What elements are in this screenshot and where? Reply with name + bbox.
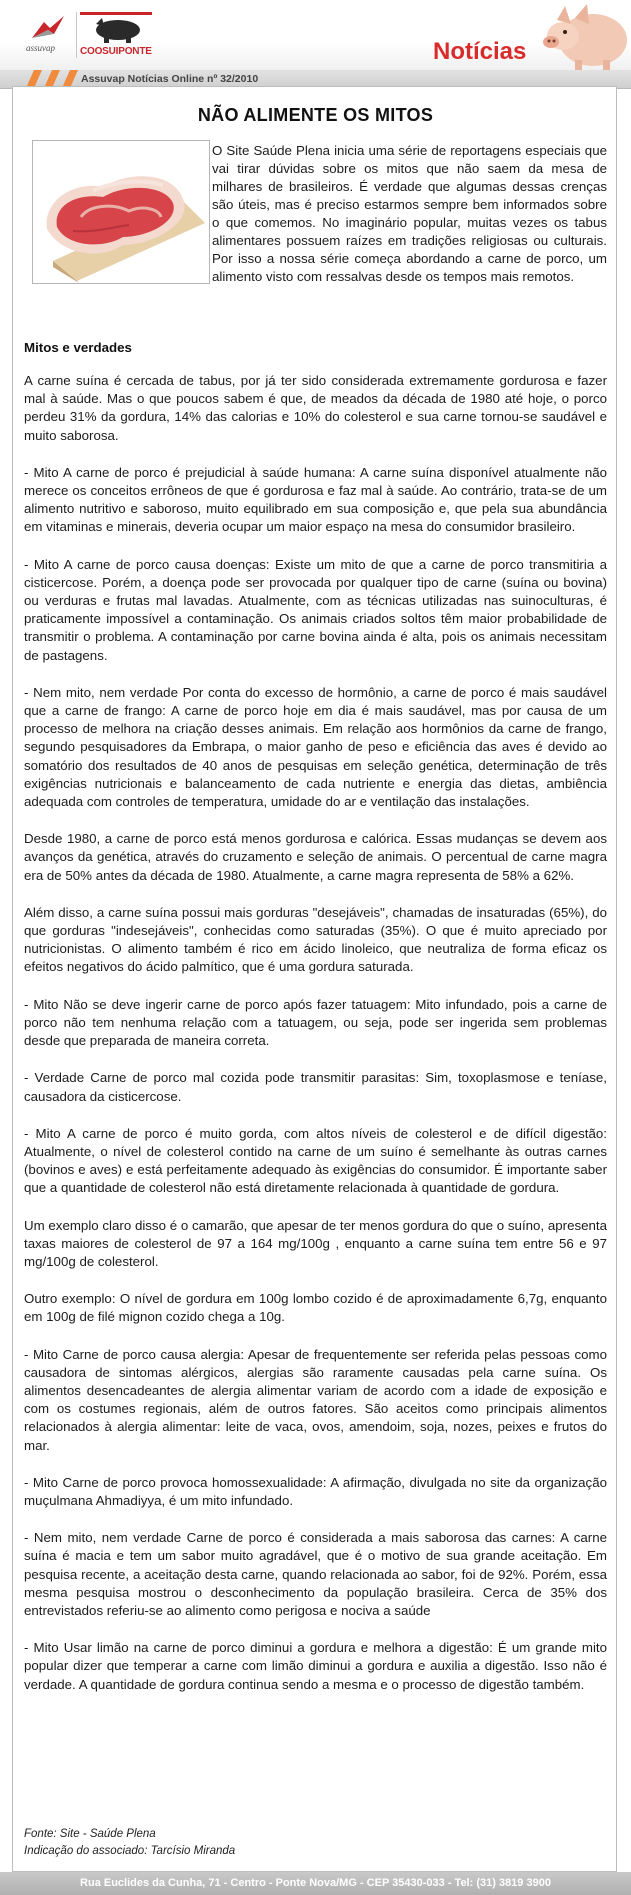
- pork-chop-image: [32, 140, 210, 284]
- paragraph: - Mito A carne de porco causa doenças: Existe um mito de que a carne de porco transmitiria a cisticercose. Porém, a doença pode ser provocada por qualquer tipo de carne (suína ou bovina) ou verduras e frutas mal lavadas. Atualmente, com as técnicas utilizadas nas suinoculturas, é praticamente impossível a contaminação. Os animais criados soltos têm maior probabilidade de transmitir o problema. A contaminação por carne bovina ainda é alta, pois os animais necessitam de pastagens.: [24, 556, 607, 663]
- assuvap-logo-text: assuvap: [26, 43, 55, 53]
- assuvap-bird-icon: [30, 14, 66, 42]
- indication-line: Indicação do associado: Tarcísio Miranda: [24, 1845, 236, 1857]
- article-title: NÃO ALIMENTE OS MITOS: [197, 105, 434, 125]
- paragraph: - Nem mito, nem verdade Por conta do excesso de hormônio, a carne de porco é mais saudável que a carne de frango: A carne de porco hoje em dia é mais saudável, mas por causa de um processo de melhora na criação desses animais. Em relação aos hormônios da carne de frango, segundo pesquisadores da Embrapa, o maior ganho de peso e eficiência das aves é devido ao somatório dos resultados de 40 anos de pesquisas em seleção genética, determinação de três exigências nutricionais e balanceamento de cada nutriente e energia das dietas, ambiência adequada com controles de temperatura, umidade do ar e ventilação das instalações.: [24, 684, 607, 810]
- coosuiponte-logo-text: COOSUIPONTE: [80, 46, 152, 57]
- assuvap-logo: [22, 14, 72, 54]
- page-header: [0, 0, 631, 70]
- paragraph: - Mito A carne de porco é prejudicial à saúde humana: A carne suína disponível atualmente não merece os conceitos errôneos de que é gordurosa e faz mal à saúde. Ao contrário, trata-se de um alimento nutritivo e saboroso, muito equilibrado em sua composição e, que pela sua abundância em vitaminas e minerais, deveria ocupar um maior espaço na mesa do consumidor brasileiro.: [24, 464, 607, 535]
- pig-mascot-icon: [535, 0, 631, 72]
- paragraph: Outro exemplo: O nível de gordura em 100g lombo cozido é de aproximadamente 6,7g, enquanto em 100g de filé mignon cozido chega a 10g.: [24, 1291, 607, 1325]
- paragraph: - Mito Usar limão na carne de porco diminui a gordura e melhora a digestão: É um grande mito popular dizer que temperar a carne com limão diminui a gordura e auxilia a digestão. Isso não é verdade. A quantidade de gordura continua sendo a mesma e o processo de digestão também.: [24, 1640, 607, 1692]
- paragraph: - Nem mito, nem verdade Carne de porco é considerada a mais saborosa das carnes: A carne suína é macia e tem um sabor muito agradável, que é o motivo de sua grande aceitação. Em pesquisa recente, a aceitação desta carne, quando relacionada ao sabor, foi de 92%. Porém, essa mesma pesquisa mostrou o desconhecimento da população brasileira. Cerca de 35% dos entrevistados referiu-se ao alimento como perigosa e nociva a saúde: [24, 1530, 607, 1618]
- section-subheading: Mitos e verdades: [24, 340, 132, 355]
- pig-logo-icon: [80, 10, 152, 44]
- paragraph: Além disso, a carne suína possui mais gorduras "desejáveis", chamadas de insaturadas (65%), do que gorduras "indesejáveis", conhecidas como saturadas (35%). O que é muito apreciado por nutricionistas. O alimento também é rico em ácido linoleico, que neutraliza de forma eficaz os efeitos negativos do ácido palmítico, que é uma gordura saturada.: [24, 904, 607, 975]
- paragraph: Desde 1980, a carne de porco está menos gordurosa e calórica. Essas mudanças se devem aos avanços da genética, através do cruzamento e seleção de animais. O percentual de carne magra era de 50% antes da década de 1980. Atualmente, a carne magra representa de 58% a 62%.: [24, 831, 607, 883]
- issue-label: Assuvap Notícias Online nº 32/2010: [81, 73, 259, 85]
- section-title: Notícias: [433, 38, 527, 65]
- logo-divider: [76, 12, 77, 58]
- coosuiponte-logo: [80, 10, 152, 60]
- paragraph: - Mito A carne de porco é muito gorda, com altos níveis de colesterol e de difícil digestão: Atualmente, o nível de colesterol contido na carne de um suíno é semelhante às outras carnes (bovinos e aves) e está perfeitamente adequado às exigências do consumidor. É importante saber que a quantidade de colesterol não está diretamente relacionada à quantidade de gordura.: [24, 1125, 607, 1196]
- article-source: [24, 1826, 607, 1860]
- paragraph: - Mito Não se deve ingerir carne de porco após fazer tatuagem: Mito infundado, pois a carne de porco não tem nenhuma relação com a tatuagem, ou seja, pode ser ingerida sem problemas desde que preparada de maneira correta.: [24, 996, 607, 1049]
- pork-chop-illustration: [33, 141, 209, 283]
- paragraph: - Verdade Carne de porco mal cozida pode transmitir parasitas: Sim, toxoplasmose e teníase, causadora da cisticercose.: [24, 1070, 607, 1104]
- source-line: Fonte: Site - Saúde Plena: [24, 1828, 156, 1840]
- paragraph: Um exemplo claro disso é o camarão, que apesar de ter menos gordura do que o suíno, apresenta taxas maiores de colesterol de 97 a 164 mg/100g , enquanto a carne suína tem entre 56 e 97 mg/100g de colesterol.: [24, 1217, 607, 1269]
- paragraph: A carne suína é cercada de tabus, por já ter sido considerada extremamente gordurosa e fazer mal à saúde. Mas o que poucos sabem é que, de meados da década de 1980 até hoje, o porco perdeu 31% da gordura, 14% das calorias e 10% do colesterol e sua carne tornou-se saudável e muito saborosa.: [24, 373, 607, 443]
- article-intro: O Site Saúde Plena inicia uma série de reportagens especiais que vai tirar dúvidas sobre os mitos que não saem da mesa de milhares de brasileiros. É verdade que algumas dessas crenças são úteis, mas é preciso estarmos sempre bem informados sobre o que comemos. No imaginário popular, muitas vezes os tabus alimentares possuem raízes em tradições religiosas ou culturais. Por isso a nossa série começa abordando a carne de porco, um alimento visto com ressalvas desde os tempos mais remotos.: [212, 143, 607, 284]
- paragraph: - Mito Carne de porco provoca homossexualidade: A afirmação, divulgada no site da organização muçulmana Ahmadiyya, é um mito infundado.: [24, 1474, 607, 1508]
- page-footer: Rua Euclides da Cunha, 71 - Centro - Ponte Nova/MG - CEP 35430-033 - Tel: (31) 3819 3900: [0, 1872, 631, 1895]
- paragraph: - Mito Carne de porco causa alergia: Apesar de frequentemente ser referida pelas pessoas como causadora de sintomas alérgicos, alergias são raramente causadas pela carne suína. Os alimentos desencadeantes de alergia alimentar variam de acordo com a idade de exposição e com os costumes regionais, além de outros fatores. São aceitos como principais alimentos relacionados à alergia alimentar: leite de vaca, ovos, amendoim, soja, nozes, peixes e frutos do mar.: [24, 1346, 607, 1453]
- article-body: [24, 372, 607, 1713]
